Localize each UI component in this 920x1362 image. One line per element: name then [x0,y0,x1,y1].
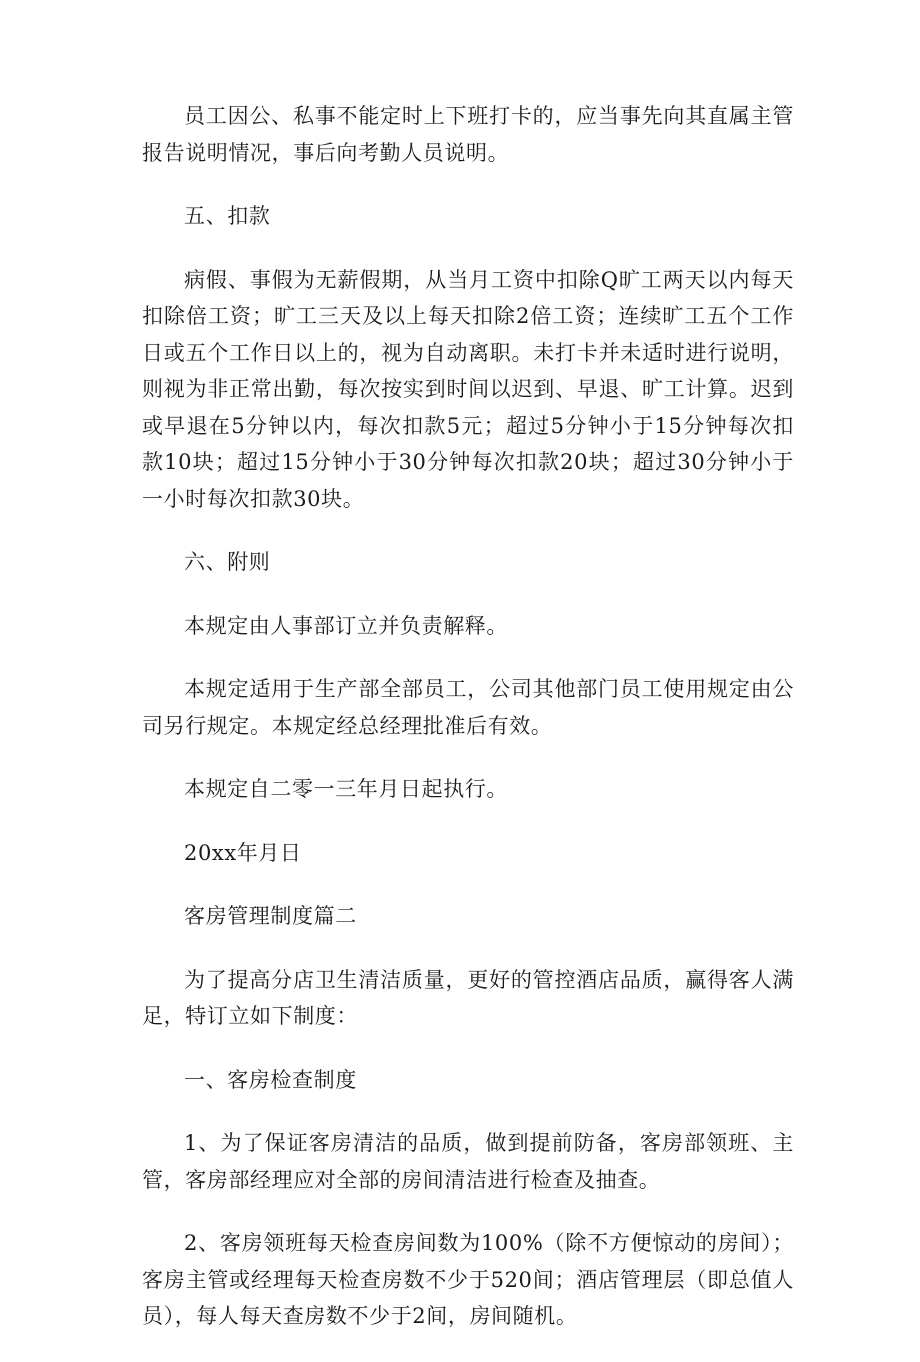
heading-deductions: 五、扣款 [184,204,271,228]
paragraph-inspection-2: 2、客房领班每天检查房间数为100%（除不方便惊动的房间）；客房主管或经理每天检查房数不少于520间；酒店管理层（即总值人员），每人每天查房数不少于2间，房间随机。 [142,1231,794,1328]
paragraph-effective-date: 本规定自二零一三年月日起执行。 [184,777,508,801]
paragraph-scope: 本规定适用于生产部全部员工，公司其他部门员工使用规定由公司另行规定。本规定经总经理批准后有效。 [142,677,794,738]
heading-room-inspection: 一、客房检查制度 [184,1067,357,1092]
heading-supplementary: 六、附则 [184,550,271,574]
paragraph-intro: 为了提高分店卫生清洁质量，更好的管控酒店品质，赢得客人满足，特订立如下制度： [142,967,794,1028]
heading-part-two: 客房管理制度篇二 [184,904,357,928]
document-body [142,98,794,1362]
paragraph-interpretation: 本规定由人事部订立并负责解释。 [184,613,508,638]
paragraph-deductions: 病假、事假为无薪假期，从当月工资中扣除Q旷工两天以内每天扣除倍工资；旷工三天及以上每天扣除2倍工资；连续旷工五个工作日或五个工作日以上的，视为自动离职。未打卡并未适时进行说明，则视为非正常出勤，每次按实到时间以迟到、早退、旷工计算。迟到或早退在5分钟以内，每次扣款5元；超过5分钟小于15分钟每次扣款10块；超过15分钟小于30分钟每次扣款20块；超过30分钟小于一小时每次扣款30块。 [142,267,794,511]
paragraph-date-line: 20xx年月日 [184,840,302,865]
paragraph-attendance-note: 员工因公、私事不能定时上下班打卡的，应当事先向其直属主管报告说明情况，事后向考勤人员说明。 [142,104,794,165]
paragraph-inspection-1: 1、为了保证客房清洁的品质，做到提前防备，客房部领班、主管，客房部经理应对全部的房间清洁进行检查及抽查。 [142,1131,794,1192]
